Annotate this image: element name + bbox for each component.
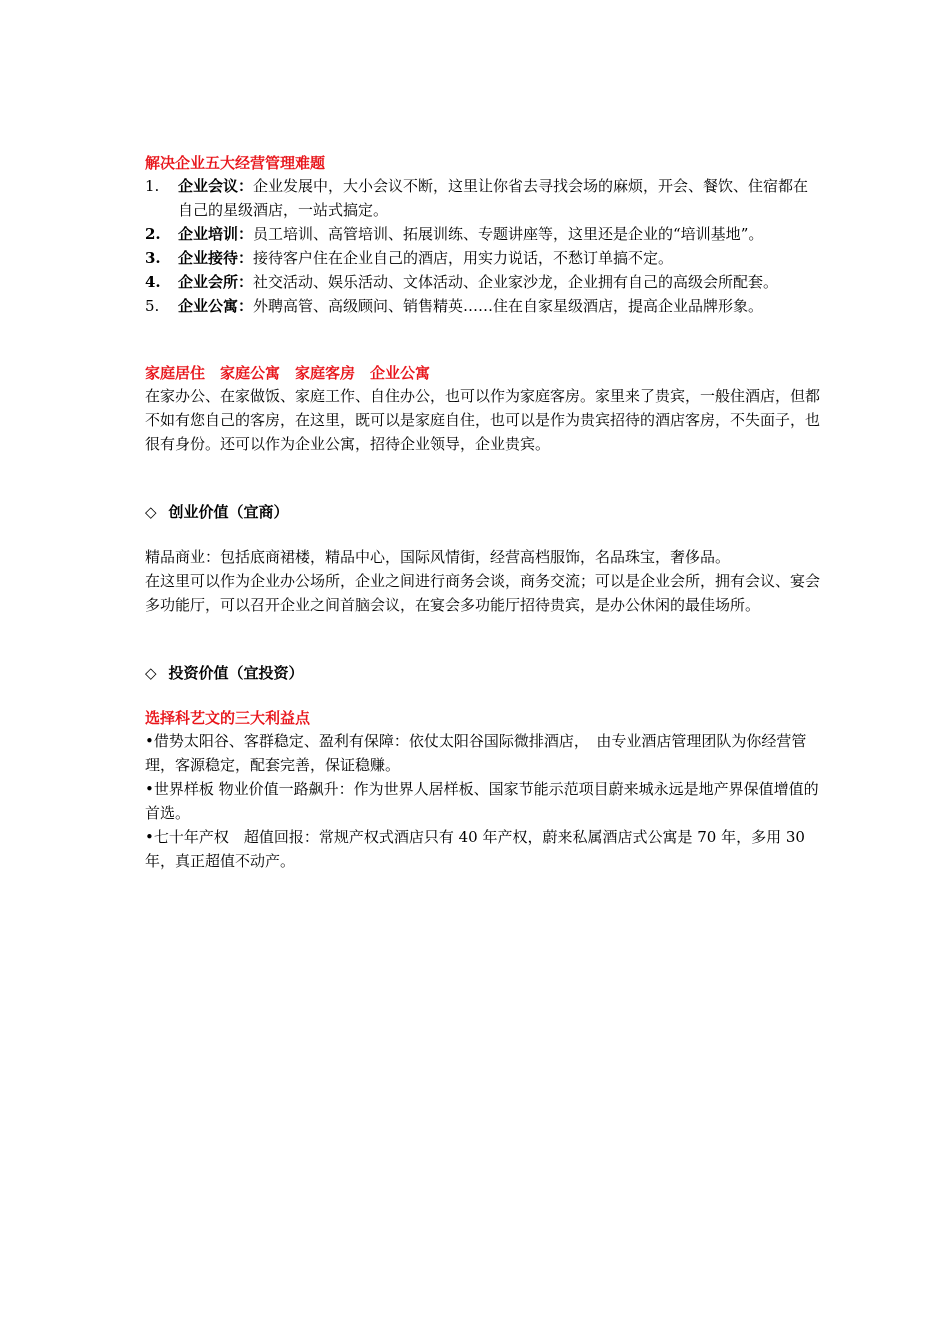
- list-term: 企业会议：: [178, 177, 254, 195]
- list-item: [145, 222, 820, 246]
- investment-heading-text: 投资价值（宜投资）: [168, 664, 304, 682]
- business-paragraph-1: 精品商业：包括底商裙楼，精品中心，国际风情街，经营高档服饰，名品珠宝，奢侈品。: [145, 548, 731, 566]
- section-heading-family: 家庭居住 家庭公寓 家庭客房 企业公寓: [145, 364, 431, 382]
- list-number: 5.: [145, 297, 160, 315]
- business-paragraph-2: 在这里可以作为企业办公场所，企业之间进行商务会谈，商务交流；可以是企业会所，拥有会议、宴会多功能厅，可以召开企业之间首脑会议，在宴会多功能厅招待贵宾，是办公休闲的最佳场所。: [145, 572, 821, 614]
- list-number: 1.: [145, 177, 160, 195]
- list-item: [145, 174, 820, 222]
- list-text: 接待客户住在企业自己的酒店，用实力说话，不愁订单搞不定。: [253, 249, 674, 267]
- list-item: [145, 294, 820, 318]
- diamond-icon: ◇: [145, 664, 157, 682]
- list-term: 企业接待：: [178, 249, 254, 267]
- family-paragraph: 在家办公、在家做饭、家庭工作、自住办公，也可以作为家庭客房。家里来了贵宾，一般住酒店，但都不如有您自己的客房，在这里，既可以是家庭自住，也可以是作为贵宾招待的酒店客房，不失面子，也很有身份。还可以作为企业公寓，招待企业领导，企业贵宾。: [145, 387, 821, 453]
- list-term: 企业会所：: [178, 273, 254, 291]
- management-list: [145, 174, 820, 318]
- investment-bullet: •借势太阳谷、客群稳定、盈利有保障：依仗太阳谷国际微排酒店， 由专业酒店管理团队为你经营管理，客源稳定，配套完善，保证稳赚。: [145, 732, 807, 774]
- section-heading-management: 解决企业五大经营管理难题: [145, 154, 326, 172]
- diamond-icon: ◇: [145, 503, 157, 521]
- list-term: 企业培训：: [178, 225, 254, 243]
- list-text: 企业发展中，大小会议不断，这里让你省去寻找会场的麻烦，开会、餐饮、住宿都在自己的星级酒店，一站式搞定。: [178, 177, 809, 219]
- list-number: 3.: [145, 249, 161, 267]
- list-text: 社交活动、娱乐活动、文体活动、企业家沙龙，企业拥有自己的高级会所配套。: [253, 273, 779, 291]
- investment-bullet: •世界样板 物业价值一路飙升：作为世界人居样板、国家节能示范项目蔚来城永远是地产界保值增值的首选。: [145, 780, 819, 822]
- investment-subheading: 选择科艺文的三大利益点: [145, 709, 311, 727]
- list-item: [145, 270, 820, 294]
- business-heading-text: 创业价值（宜商）: [168, 503, 289, 521]
- section-heading-business: [145, 500, 820, 524]
- list-number: 4.: [145, 273, 161, 291]
- list-text: 员工培训、高管培训、拓展训练、专题讲座等，这里还是企业的“培训基地”。: [253, 225, 764, 243]
- list-text: 外聘高管、高级顾问、销售精英……住在自家星级酒店，提高企业品牌形象。: [253, 297, 764, 315]
- list-term: 企业公寓：: [178, 297, 254, 315]
- list-item: [145, 246, 820, 270]
- investment-bullet: •七十年产权 超值回报：常规产权式酒店只有 40 年产权，蔚来私属酒店式公寓是 70 年，多用 30 年，真正超值不动产。: [145, 828, 805, 870]
- document-page: [145, 152, 820, 873]
- list-number: 2.: [145, 225, 161, 243]
- section-heading-investment: [145, 661, 820, 685]
